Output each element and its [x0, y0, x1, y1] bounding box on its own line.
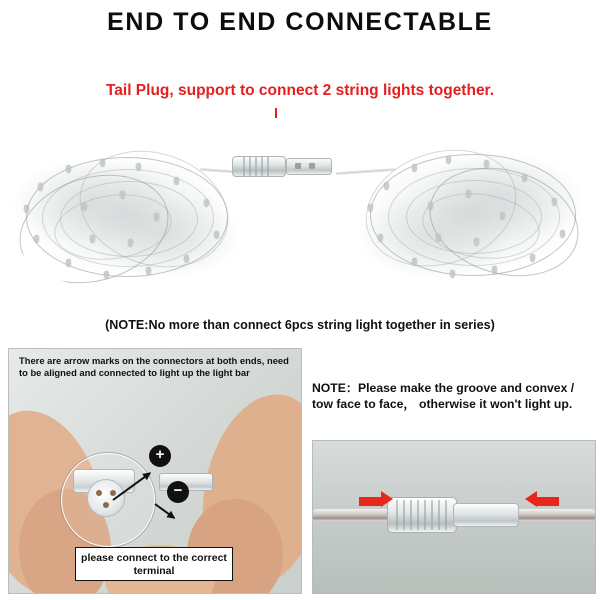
male-connector-right-photo	[453, 503, 519, 527]
right-light-coil	[350, 140, 596, 292]
minus-terminal-badge: −	[167, 481, 189, 503]
photo-content	[9, 349, 301, 593]
string-lights-photo	[0, 118, 600, 313]
pointer-arrow-minus	[154, 503, 175, 519]
series-limit-note: (NOTE:No more than connect 6pcs string light together in series)	[105, 318, 495, 332]
connector-alignment-photo	[8, 348, 302, 594]
groove-convex-note	[312, 380, 594, 413]
correct-terminal-callout: please connect to the correct terminal	[75, 547, 233, 581]
left-light-coil	[8, 143, 248, 293]
left-wire-right-photo	[313, 509, 395, 521]
page-title: END TO END CONNECTABLE	[107, 8, 493, 36]
connector-mating-photo	[312, 440, 596, 594]
plus-terminal-badge: +	[149, 445, 171, 467]
alignment-caption: There are arrow marks on the connectors at both ends, need to be aligned and connected to light up the light bar	[19, 355, 289, 378]
note-text: Please make the groove and convex / tow face to face， otherwise it won't light up.	[312, 381, 575, 412]
tail-plug-connector	[232, 148, 338, 182]
right-wire-right-photo	[513, 509, 595, 521]
connector-socket	[87, 479, 125, 517]
male-connector	[286, 158, 332, 175]
female-connector-right-photo	[387, 497, 457, 533]
female-connector	[232, 156, 286, 177]
note-label: NOTE：	[312, 381, 359, 395]
subtitle-tail-plug: Tail Plug, support to connect 2 string lights together.	[105, 82, 495, 99]
